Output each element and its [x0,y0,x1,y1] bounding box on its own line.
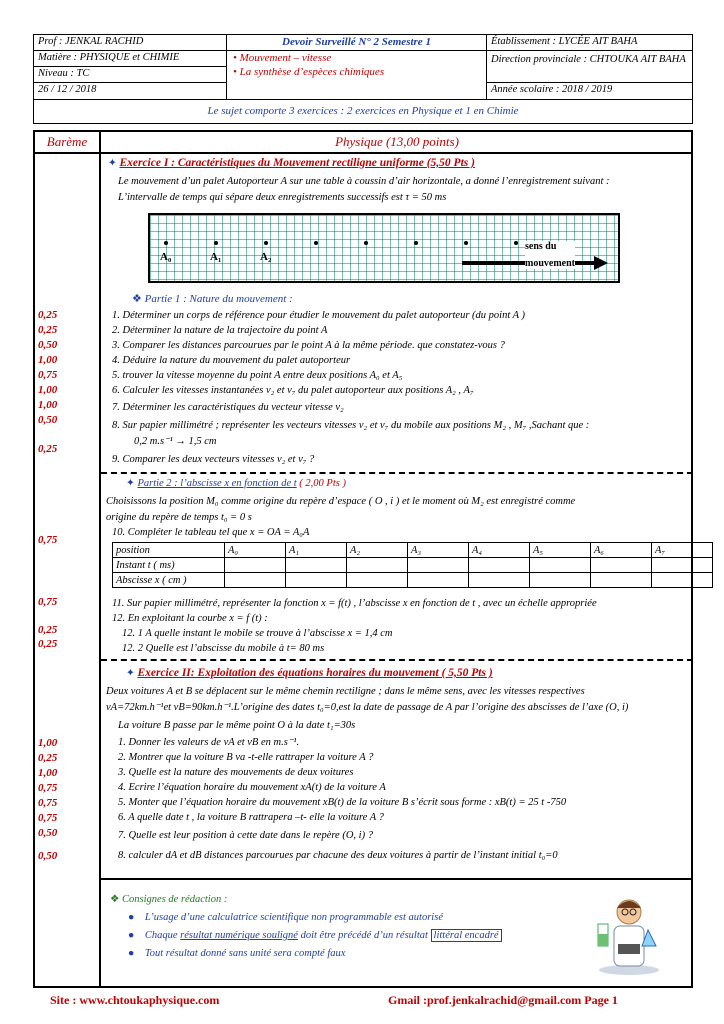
ex1-q5: 5. trouver la vitesse moyenne du point A entre deux positions A₀ et A₅ [112,370,403,381]
ex1-q8b: 0,2 m.s⁻¹ → 1,5 cm [134,436,217,447]
points-value: 1,00 [38,737,58,749]
physique-heading: Physique (13,00 points) [335,134,459,149]
row-label: position [113,543,225,558]
ex1-q6: 6. Calculer les vitesses instantanées v₂ et v₇ du palet autoporteur aux positions A₂ , A₇ [112,385,474,396]
row-label: Abscisse x ( cm ) [113,573,225,588]
table-header-cell: A₃ [408,543,469,558]
diamond-icon: ❖ [110,894,120,905]
ex1-q2: 2. Déterminer la nature de la trajectoire du point A [112,325,328,336]
table-cell [591,558,652,573]
ex1-q4: 4. Déduire la nature du mouvement du palet autoporteur [112,355,351,366]
ex1-intro-1: Le mouvement d’un palet Autoporteur A sur une table à coussin d’air horizontale, a donné l’enregistrement suivant : [118,176,610,187]
topic-2: La synthèse d’espèces chimiques [239,66,385,78]
topic-1: Mouvement – vitesse [239,52,332,64]
ex1-q12: 12. En exploitant la courbe x = f (t) : [112,613,268,624]
consigne-2d: littéral encadré [431,929,502,942]
record-point [214,241,218,245]
table-row [113,558,713,573]
points-value: 0,75 [38,534,58,546]
points-value: 1,00 [38,767,58,779]
points-value: 0,25 [38,443,58,455]
ex1-q3: 3. Comparer les distances parcourues par le point A à la même période. que constatez-vous ? [112,340,505,351]
ex1-q12-2: 12. 2 Quelle est l’abscisse du mobile à t= 80 ms [122,643,325,654]
footer-site[interactable]: Site : www.chtoukaphysique.com [50,993,220,1007]
table-cell [530,573,591,588]
bareme-heading: Barème [46,134,88,149]
sens-label-1: sens du [525,241,557,252]
record-point [514,241,518,245]
header-table [33,34,693,100]
bullet-icon: ● [128,930,135,941]
table-cell [652,573,713,588]
table-header-cell: A₁ [286,543,347,558]
ex2-text-2: vA=72km.h⁻¹et vB=90km.h⁻¹.L’origine des dates t₀=0,est la date de passage de A par l’origine des abscisses de l’axe (O, i) [106,702,629,713]
section-divider [101,659,693,661]
points-value: 0,25 [38,624,58,636]
section-divider [101,878,693,880]
exam-date: 26 / 12 / 2018 [38,84,97,95]
sens-label [525,241,575,269]
points-value: 0,50 [38,827,58,839]
header-col-middle [227,35,487,99]
points-value: 0,50 [38,414,58,426]
consigne-2c: doit être précédé d’un résultat [297,930,431,941]
part1-title-line [132,292,293,307]
scientist-icon [594,886,664,976]
bullet-icon: ● [128,948,135,959]
table-cell [469,558,530,573]
part2-title-line [126,476,346,491]
direction: Direction provinciale : CHTOUKA AIT BAHA [487,51,693,83]
etablissement: Établissement : LYCÉE AIT BAHA [487,35,693,51]
row-label: Instant t ( ms) [113,558,225,573]
table-header-cell: A₀ [225,543,286,558]
consigne-3 [128,946,345,961]
table-header-cell: A₂ [347,543,408,558]
record-point [464,241,468,245]
table-cell [225,558,286,573]
ex2-q6: 6. A quelle date t , la voiture B rattrapera –t- elle la voiture A ? [118,812,384,823]
part1-title: Partie 1 : Nature du mouvement : [144,293,293,305]
ex2-q2: 2. Montrer que la voiture B va -t-elle rattraper la voiture A ? [118,752,374,763]
record-point [414,241,418,245]
ex2-q7: 7. Quelle est leur position à cette date dans le repère (O, i) ? [118,830,373,841]
ex2-text-1: Deux voitures A et B se déplacent sur le même chemin rectiligne ; dans le même sens, avec les vitesses respectives [106,686,585,697]
ex1-title-line [108,156,475,171]
points-value: 0,75 [38,782,58,794]
record-point [164,241,168,245]
footer-gmail[interactable]: Gmail :prof.jenkalrachid@gmail.com Page 1 [388,993,618,1007]
table-header-cell: A₄ [469,543,530,558]
table-cell [347,573,408,588]
ex1-q8a: 8. Sur papier millimétré ; représenter les vecteurs vitesses v₂ et v₇ du mobile aux positions M₂ , M₇ ,Sachant que : [112,420,590,431]
pointer-icon: ✦ [126,668,135,679]
pointer-icon: ✦ [126,478,135,489]
record-point [364,241,368,245]
consigne-2b: résultat numérique souligné [180,930,298,941]
table-cell [530,558,591,573]
table-cell [286,573,347,588]
part2-text-2: origine du repère de temps t₀ = 0 s [106,512,252,523]
table-cell [225,573,286,588]
record-point [264,241,268,245]
table-cell [408,558,469,573]
points-value: 0,25 [38,638,58,650]
table-header-cell: A₆ [591,543,652,558]
ex1-q7: 7. Déterminer les caractéristiques du vecteur vitesse v₂ [112,402,344,413]
header-col-right [487,35,693,99]
ex2-title-line [126,666,493,681]
points-value: 0,50 [38,339,58,351]
matiere: Matière : PHYSIQUE et CHIMIE [34,51,226,67]
points-value: 0,75 [38,812,58,824]
consignes-title-line [110,892,227,907]
table-cell [286,558,347,573]
part2-text-1: Choisissons la position M₀ comme origine du repère d’espace ( O , i ) et le moment où M₂ est enregistré comme [106,496,576,507]
ex1-q11: 11. Sur papier millimétré, représenter la fonction x = f(t) , l’abscisse x en fonction de t , avec un échelle appropriée [112,598,597,609]
part2-title: Partie 2 : l’abscisse x en fonction de t [137,478,297,489]
table-cell [591,573,652,588]
consignes-title: Consignes de rédaction : [122,894,228,905]
points-value: 0,75 [38,797,58,809]
ex1-q1: 1. Déterminer un corps de référence pour étudier le mouvement du palet autoporteur (du point A ) [112,310,526,321]
ex1-q10: 10. Compléter le tableau tel que x = OA = A₀A [112,527,310,538]
ex1-q9: 9. Comparer les deux vecteurs vitesses v₂ et v₇ ? [112,454,315,465]
pointer-icon: ✦ [108,158,117,169]
recording-strip [148,213,620,283]
prof-name: Prof : JENKAL RACHID [34,35,226,51]
consigne-1-text: L’usage d’une calculatrice scientifique non programmable est autorisé [144,912,443,923]
record-point [314,241,318,245]
sens-label-2: mouvement [525,258,575,269]
exam-intro: Le sujet comporte 3 exercices : 2 exercices en Physique et 1 en Chimie [33,100,693,124]
table-cell [408,573,469,588]
ex2-q8: 8. calculer dA et dB distances parcourues par chacune des deux voitures à partir de l’instant initial t₀=0 [118,850,558,861]
consigne-2 [128,928,502,943]
points-value: 0,25 [38,752,58,764]
ex1-title: Exercice I : Caractéristiques du Mouvement rectiligne uniforme (5,50 Pts ) [119,157,475,169]
points-value: 0,25 [38,309,58,321]
topic-item: • Mouvement – vitesse [233,52,332,64]
ex2-q5: 5. Monter que l’équation horaire du mouvement xB(t) de la voiture B s’écrit sous forme : xB(t) = 25 t -750 [118,797,567,808]
table-cell [347,558,408,573]
consigne-1 [128,910,443,925]
table-row [113,543,713,558]
points-value: 1,00 [38,399,58,411]
points-value: 0,50 [38,850,58,862]
points-value: 1,00 [38,354,58,366]
annee-scolaire: Année scolaire : 2018 / 2019 [491,84,613,95]
label-a1: A₁ [210,251,222,263]
table-header-cell: A₅ [530,543,591,558]
points-value: 0,25 [38,324,58,336]
exam-title: Devoir Surveillé N° 2 Semestre 1 [227,35,486,51]
part2-points: ( 2,00 Pts ) [299,478,346,489]
consigne-3-text: Tout résultat donné sans unité sera compté faux [144,948,346,959]
ex1-q12-1: 12. 1 A quelle instant le mobile se trouve à l’abscisse x = 1,4 cm [122,628,393,639]
ex2-q3: 3. Quelle est la nature des mouvements de deux voitures [118,767,354,778]
ex2-text-3: La voiture B passe par le même point O à la date t₁=30s [118,720,356,731]
table-cell [652,558,713,573]
topic-item: • La synthèse d’espèces chimiques [233,66,385,78]
label-a2: A₂ [260,251,272,263]
header-col-left [34,35,227,99]
diamond-icon: ❖ [132,293,142,305]
ex1-intro-2: L’intervalle de temps qui sépare deux enregistrements successifs est τ = 50 ms [118,192,447,203]
points-value: 1,00 [38,384,58,396]
data-table [112,542,713,588]
table-row [113,573,713,588]
table-cell [469,573,530,588]
ex2-q4: 4. Ecrire l’équation horaire du mouvement xA(t) de la voiture A [118,782,386,793]
consigne-2a: Chaque [144,930,181,941]
ex2-title: Exercice II: Exploitation des équations horaires du mouvement ( 5,50 Pts ) [137,667,493,679]
ex2-q1: 1. Donner les valeurs de vA et vB en m.s⁻¹. [118,737,300,748]
points-value: 0,75 [38,369,58,381]
bullet-icon: ● [128,912,135,923]
niveau: Niveau : TC [34,67,226,83]
label-a0: A₀ [160,251,172,263]
table-header-cell: A₇ [652,543,713,558]
section-divider [101,472,693,474]
points-value: 0,75 [38,596,58,608]
